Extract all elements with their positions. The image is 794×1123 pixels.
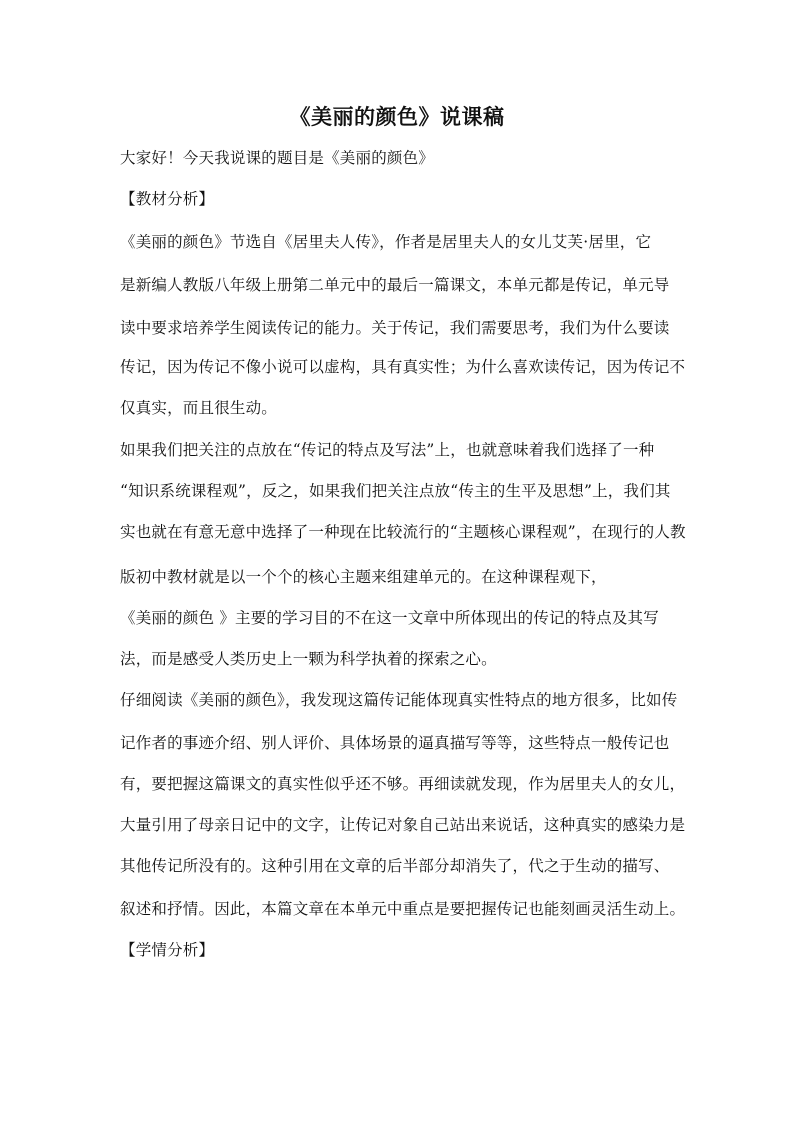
paragraph-line: 仅真实，而且很生动。: [120, 399, 278, 417]
document-title: 《美丽的颜色》说课稿: [289, 104, 505, 129]
paragraph-line: 传记，因为传记不像小说可以虚构，具有真实性；为什么喜欢读传记，因为传记不: [120, 358, 686, 376]
paragraph-line: 叙述和抒情。因此，本篇文章在本单元中重点是要把握传记也能刻画灵活生动上。: [120, 900, 686, 918]
paragraph-line: 如果我们把关注的点放在“传记的特点及写法”上，也就意味着我们选择了一种: [120, 441, 655, 459]
paragraph-line: 有，要把握这篇课文的真实性似乎还不够。再细读就发现，作为居里夫人的女儿，: [120, 775, 686, 793]
paragraph-line: 读中要求培养学生阅读传记的能力。关于传记，我们需要思考，我们为什么要读: [120, 319, 670, 337]
paragraph-line: 大量引用了母亲日记中的文字，让传记对象自己站出来说话，这种真实的感染力是: [120, 816, 686, 834]
paragraph-line: 仔细阅读《美丽的颜色》，我发现这篇传记能体现真实性特点的地方很多，比如传: [120, 691, 678, 709]
paragraph-line: 实也就在有意无意中选择了一种现在比较流行的“主题核心课程观”，在现行的人教: [120, 523, 686, 541]
paragraph-line: 《美丽的颜色》节选自《居里夫人传》，作者是居里夫人的女儿艾芙·居里，它: [120, 233, 652, 251]
paragraph-line: 记作者的事迹介绍、别人评价、具体场景的逼真描写等等，这些特点一般传记也: [120, 734, 670, 752]
greeting-line: 大家好！今天我说课的题目是《美丽的颜色》: [120, 149, 435, 167]
paragraph-line: 法，而是感受人类历史上一颗为科学执着的探索之心。: [120, 650, 497, 668]
paragraph-line: 版初中教材就是以一个个的核心主题来组建单元的。在这种课程观下，: [120, 568, 607, 586]
section-heading-textbook-analysis: 【教材分析】: [120, 190, 215, 208]
paragraph-line: 《美丽的颜色 》主要的学习目的不在这一文章中所体现出的传记的特点及其写: [120, 609, 659, 627]
section-heading-student-analysis: 【学情分析】: [120, 941, 215, 959]
paragraph-line: 其他传记所没有的。这种引用在文章的后半部分却消失了，代之于生动的描写、: [120, 857, 670, 875]
paragraph-line: “知识系统课程观”，反之，如果我们把关注点放“传主的生平及思想”上，我们其: [120, 482, 671, 500]
paragraph-line: 是新编人教版八年级上册第二单元中的最后一篇课文，本单元都是传记，单元导: [120, 276, 670, 294]
